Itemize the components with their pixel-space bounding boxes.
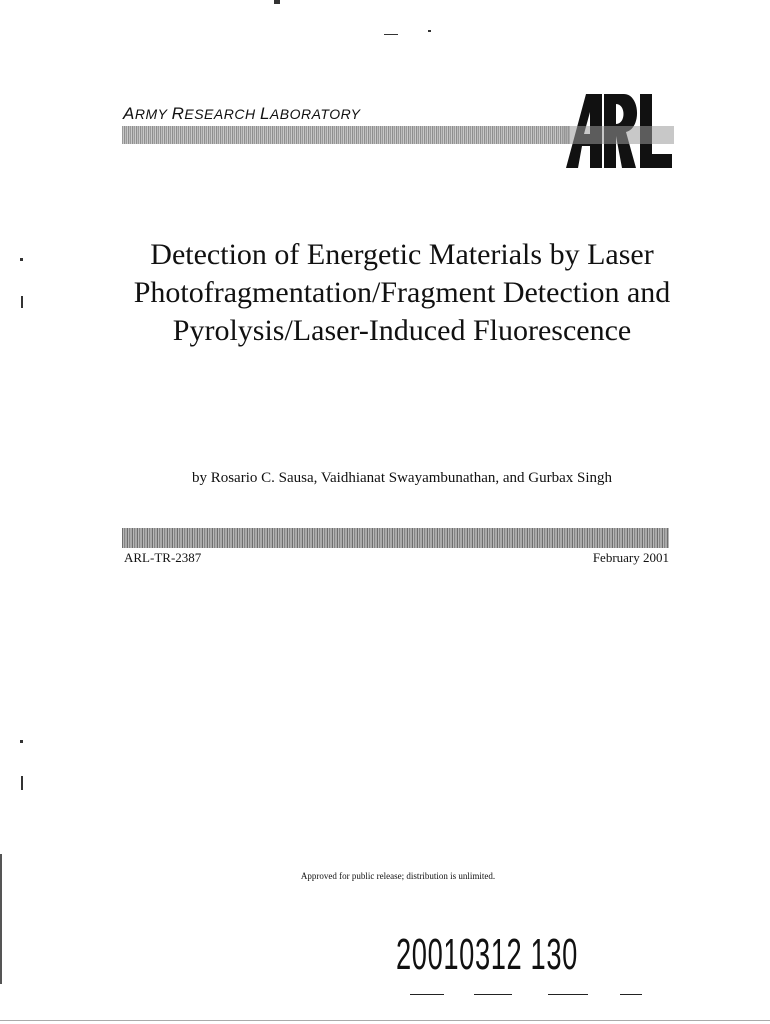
report-rule-bar <box>122 528 669 548</box>
scan-speck <box>21 776 23 790</box>
scan-speck <box>20 258 23 261</box>
scan-dash <box>548 994 588 995</box>
lab-name-rule-bar <box>122 126 570 144</box>
scan-dash <box>620 994 642 995</box>
lab-name-word: RESEARCH <box>171 104 256 123</box>
scan-dash <box>474 994 512 995</box>
scan-speck <box>428 30 431 32</box>
release-statement: Approved for public release; distribution is unlimited. <box>300 871 496 881</box>
report-number: ARL-TR-2387 <box>124 550 202 565</box>
scan-speck <box>20 740 23 743</box>
scan-dash <box>410 994 444 995</box>
scan-speck <box>21 296 23 308</box>
lab-name <box>123 104 361 124</box>
report-date: February 2001 <box>592 550 669 565</box>
report-title: Detection of Energetic Materials by Laser Photofragmentation/Fragment Detection and Pyrolysis/Laser-Induced Fluorescence <box>133 238 671 347</box>
lab-name-word: ARMY <box>123 104 168 123</box>
scan-speck <box>384 34 398 35</box>
lab-name-word: LABORATORY <box>259 104 361 123</box>
arl-logo <box>562 88 674 170</box>
scan-edge-line <box>0 854 2 984</box>
authors-line: by Rosario C. Sausa, Vaidhianat Swayambunathan, and Gurbax Singh <box>191 470 613 486</box>
scan-speck <box>274 0 280 4</box>
document-number-stamp: 20010312 130 <box>396 930 578 979</box>
scan-bottom-edge <box>0 1020 770 1021</box>
